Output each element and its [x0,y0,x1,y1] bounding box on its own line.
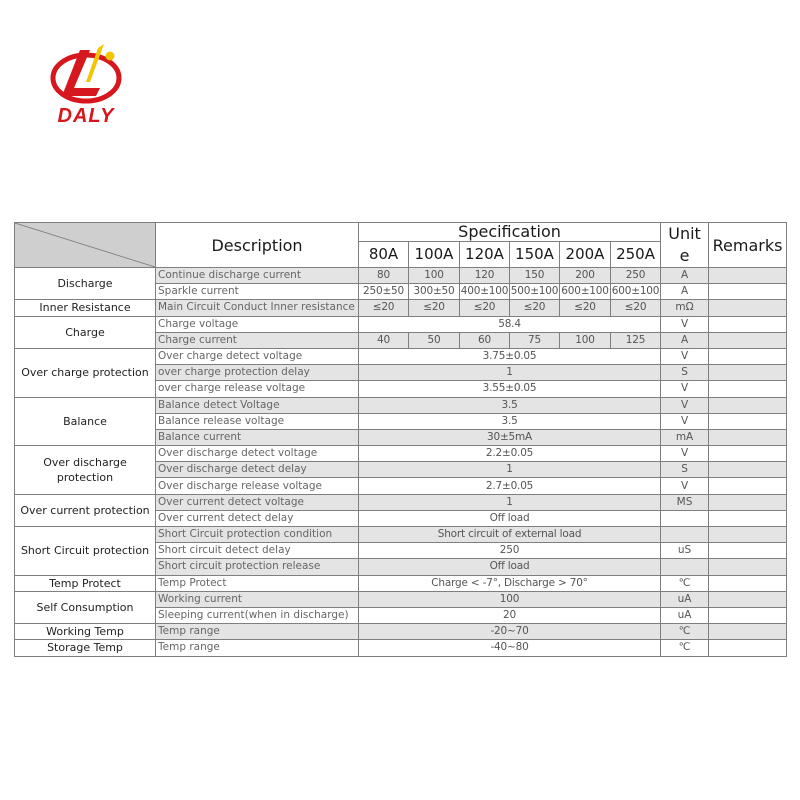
spec-value-cell: 300±50 [409,284,460,300]
spec-value-cell: 3.75±0.05 [359,348,661,364]
spec-value-cell: ≤20 [560,300,611,316]
spec-value-cell: 75 [510,332,560,348]
spec-value-cell: 125 [611,332,661,348]
spec-value-cell: ≤20 [611,300,661,316]
remarks-cell [709,640,787,656]
spec-value-cell: 60 [460,332,510,348]
unit-cell: uS [661,543,709,559]
spec-value-cell: ≤20 [460,300,510,316]
description-cell: Continue discharge current [156,268,359,284]
spec-value-cell: 200 [560,268,611,284]
model-header-cell: 150A [510,241,560,267]
description-cell: Short circuit protection release [156,559,359,575]
unit-header: Unit e [661,223,709,268]
category-cell: Discharge [15,268,156,300]
table-row [15,300,787,316]
remarks-cell [709,575,787,591]
description-cell: Short circuit detect delay [156,543,359,559]
description-cell: Main Circuit Conduct Inner resistance [156,300,359,316]
spec-value-cell: 250 [611,268,661,284]
remarks-cell [709,332,787,348]
table-row [15,591,787,607]
unit-cell: A [661,268,709,284]
header-row [15,223,787,242]
spec-value-cell: 1 [359,494,661,510]
spec-value-cell: 3.55±0.05 [359,381,661,397]
spec-value-cell: 20 [359,607,661,623]
spec-value-cell: Off load [359,510,661,526]
category-cell: Balance [15,397,156,446]
description-cell: Temp range [156,640,359,656]
unit-cell: uA [661,591,709,607]
unit-cell: ℃ [661,624,709,640]
description-cell: Temp range [156,624,359,640]
spec-value-cell: -20~70 [359,624,661,640]
remarks-cell [709,446,787,462]
category-cell: Short Circuit protection [15,527,156,576]
remarks-cell [709,591,787,607]
spec-value-cell: -40~80 [359,640,661,656]
spec-value-cell: 30±5mA [359,429,661,445]
unit-cell: mA [661,429,709,445]
unit-cell: V [661,413,709,429]
model-header-cell: 200A [560,241,611,267]
category-cell: Over current protection [15,494,156,526]
model-header-cell: 100A [409,241,460,267]
spec-value-cell: 80 [359,268,409,284]
unit-cell: ℃ [661,575,709,591]
remarks-cell [709,543,787,559]
table-row [15,494,787,510]
unit-cell [661,510,709,526]
unit-cell: A [661,332,709,348]
daly-logo-mark-icon [40,42,132,106]
category-cell: Charge [15,316,156,348]
spec-value-cell: 40 [359,332,409,348]
logo-wordmark: DALY [57,105,115,127]
table-row [15,527,787,543]
spec-value-cell: 600±100 [560,284,611,300]
table-row [15,348,787,364]
spec-value-cell: ≤20 [409,300,460,316]
spec-value-cell: ≤20 [359,300,409,316]
remarks-cell [709,316,787,332]
remarks-cell [709,462,787,478]
table-row [15,624,787,640]
spec-value-cell: ≤20 [510,300,560,316]
model-header-cell: 250A [611,241,661,267]
remarks-cell [709,527,787,543]
spec-value-cell: 500±100 [510,284,560,300]
category-cell: Working Temp [15,624,156,640]
spec-value-cell: Charge < -7°, Discharge > 70° [359,575,661,591]
remarks-cell [709,413,787,429]
description-cell: Balance detect Voltage [156,397,359,413]
spec-value-cell: 400±100 [460,284,510,300]
category-cell: Storage Temp [15,640,156,656]
unit-cell: S [661,365,709,381]
table-row [15,397,787,413]
corner-cell [15,223,156,268]
description-cell: Temp Protect [156,575,359,591]
description-cell: Sleeping current(when in discharge) [156,607,359,623]
unit-cell: V [661,446,709,462]
spec-value-cell: 3.5 [359,397,661,413]
table-row [15,640,787,656]
unit-cell: MS [661,494,709,510]
remarks-cell [709,365,787,381]
description-cell: over charge protection delay [156,365,359,381]
spec-value-cell: 2.2±0.05 [359,446,661,462]
category-cell: Temp Protect [15,575,156,591]
spec-value-cell: 250 [359,543,661,559]
unit-cell: ℃ [661,640,709,656]
spec-value-cell: Off load [359,559,661,575]
category-cell: Inner Resistance [15,300,156,316]
unit-cell: V [661,348,709,364]
category-cell: Self Consumption [15,591,156,623]
unit-cell [661,527,709,543]
table-row [15,316,787,332]
description-cell: Charge voltage [156,316,359,332]
unit-cell: mΩ [661,300,709,316]
description-cell: Over current detect delay [156,510,359,526]
description-cell: Over current detect voltage [156,494,359,510]
table-row [15,575,787,591]
description-cell: Short Circuit protection condition [156,527,359,543]
remarks-cell [709,607,787,623]
daly-logo [40,42,132,128]
spec-value-cell: 50 [409,332,460,348]
description-cell: Balance current [156,429,359,445]
unit-cell: uA [661,607,709,623]
description-header: Description [156,223,359,268]
spec-table [14,222,787,657]
remarks-cell [709,559,787,575]
spec-value-cell: Short circuit of external load [359,527,661,543]
table-row [15,446,787,462]
spec-value-cell: 2.7±0.05 [359,478,661,494]
spec-value-cell: 58.4 [359,316,661,332]
description-cell: Sparkle current [156,284,359,300]
unit-cell [661,559,709,575]
unit-cell: V [661,381,709,397]
remarks-cell [709,510,787,526]
description-cell: Over discharge release voltage [156,478,359,494]
unit-cell: V [661,316,709,332]
category-cell: Over charge protection [15,348,156,397]
remarks-cell [709,284,787,300]
remarks-cell [709,348,787,364]
unit-cell: V [661,397,709,413]
table-row [15,268,787,284]
remarks-cell [709,478,787,494]
model-header-cell: 80A [359,241,409,267]
remarks-header: Remarks [709,223,787,268]
spec-value-cell: 100 [560,332,611,348]
spec-value-cell: 120 [460,268,510,284]
model-header-cell: 120A [460,241,510,267]
unit-cell: V [661,478,709,494]
description-cell: over charge release voltage [156,381,359,397]
description-cell: Over charge detect voltage [156,348,359,364]
spec-value-cell: 100 [359,591,661,607]
unit-cell: A [661,284,709,300]
remarks-cell [709,300,787,316]
spec-value-cell: 1 [359,462,661,478]
remarks-cell [709,494,787,510]
description-cell: Over discharge detect voltage [156,446,359,462]
unit-cell: S [661,462,709,478]
category-cell: Over discharge protection [15,446,156,495]
description-cell: Over discharge detect delay [156,462,359,478]
spec-value-cell: 1 [359,365,661,381]
remarks-cell [709,268,787,284]
remarks-cell [709,397,787,413]
spec-value-cell: 250±50 [359,284,409,300]
spec-value-cell: 150 [510,268,560,284]
specification-header: Specification [359,223,661,242]
description-cell: Working current [156,591,359,607]
remarks-cell [709,429,787,445]
spec-value-cell: 3.5 [359,413,661,429]
description-cell: Charge current [156,332,359,348]
remarks-cell [709,381,787,397]
spec-value-cell: 600±100 [611,284,661,300]
description-cell: Balance release voltage [156,413,359,429]
spec-value-cell: 100 [409,268,460,284]
remarks-cell [709,624,787,640]
diagonal-line-icon [15,223,155,267]
